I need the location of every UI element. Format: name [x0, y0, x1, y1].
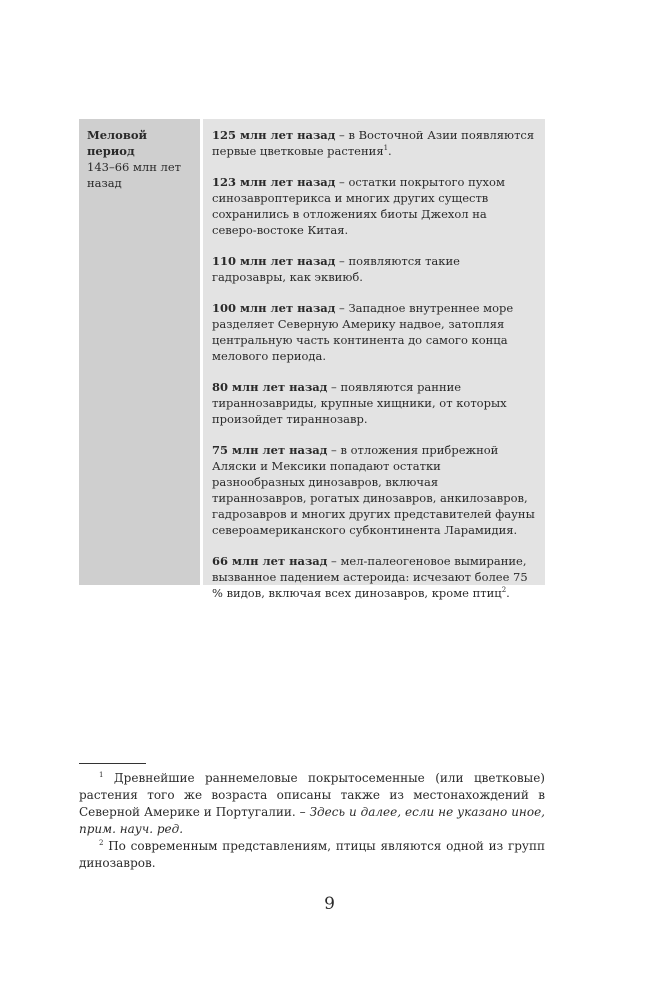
event-text: – остатки покрытого пухом синозавроптерикса и многих других существ сохранились в отложениях биоты Джехол на северо-востоке Китая.: [212, 175, 505, 237]
footnote: [79, 770, 545, 838]
period-range: 143–66 млн лет назад: [87, 160, 182, 190]
footnote-number: 1: [99, 771, 104, 779]
event-entry: [212, 442, 535, 538]
event-date: 100 млн лет назад: [212, 301, 336, 315]
timeline-table: [79, 119, 545, 600]
event-entry: [212, 553, 535, 601]
footnotes: [79, 770, 545, 872]
event-tail: .: [506, 586, 510, 600]
footnote-text: По современным представлениям, птицы являются одной из групп динозавров.: [79, 839, 545, 870]
event-text: – в Восточной Азии появляются первые цветковые растения: [212, 128, 535, 158]
event-date: 123 млн лет назад: [212, 175, 336, 189]
event-text: – появляются ранние тираннозавриды, крупные хищники, от которых произойдет тираннозавр.: [212, 380, 507, 426]
event-entry: [212, 253, 535, 285]
event-date: 125 млн лет назад: [212, 128, 336, 142]
event-date: 110 млн лет назад: [212, 254, 336, 268]
event-text: – Западное внутреннее море разделяет Северную Америку надвое, затопляя центральную часть континента до самого конца мелового периода.: [212, 301, 514, 363]
event-text: – мел-палеогеновое вымирание, вызванное падением астероида: исчезают более 75 % видов, включая всех динозавров, кроме птиц: [212, 554, 528, 600]
event-entry: [212, 127, 535, 159]
event-entry: [212, 174, 535, 238]
event-date: 80 млн лет назад: [212, 380, 328, 394]
footnote-number: 2: [99, 839, 104, 847]
event-tail: .: [388, 144, 392, 158]
event-date: 66 млн лет назад: [212, 554, 328, 568]
event-date: 75 млн лет назад: [212, 443, 328, 457]
footnote: [79, 838, 545, 872]
page-number: 9: [324, 894, 335, 914]
footnote-ref: 1: [383, 144, 389, 153]
event-entry: [212, 300, 535, 364]
period-cell: [79, 119, 200, 585]
event-text: – в отложения прибрежной Аляски и Мексики попадают остатки разнообразных динозавров, включая тираннозавров, рогатых динозавров, анкилозавров, гадрозавров и многих других представителей фауны североамериканского субконтинента Ларамидия.: [212, 443, 535, 537]
event-entry: [212, 379, 535, 427]
footnote-text: Древнейшие раннемеловые покрытосеменные (или цветковые) растения того же возраста описаны также из местонахождений в Северной Америке и Португалии. –: [79, 771, 545, 819]
event-text: – появляются такие гадрозавры, как эквиюб.: [212, 254, 460, 284]
footnote-separator: [79, 763, 146, 764]
events-cell: [203, 119, 545, 600]
editor-note: Здесь и далее, если не указано иное, прим. науч. ред.: [79, 805, 545, 836]
footnote-ref: 2: [501, 586, 507, 595]
period-name: Меловой период: [87, 128, 148, 158]
